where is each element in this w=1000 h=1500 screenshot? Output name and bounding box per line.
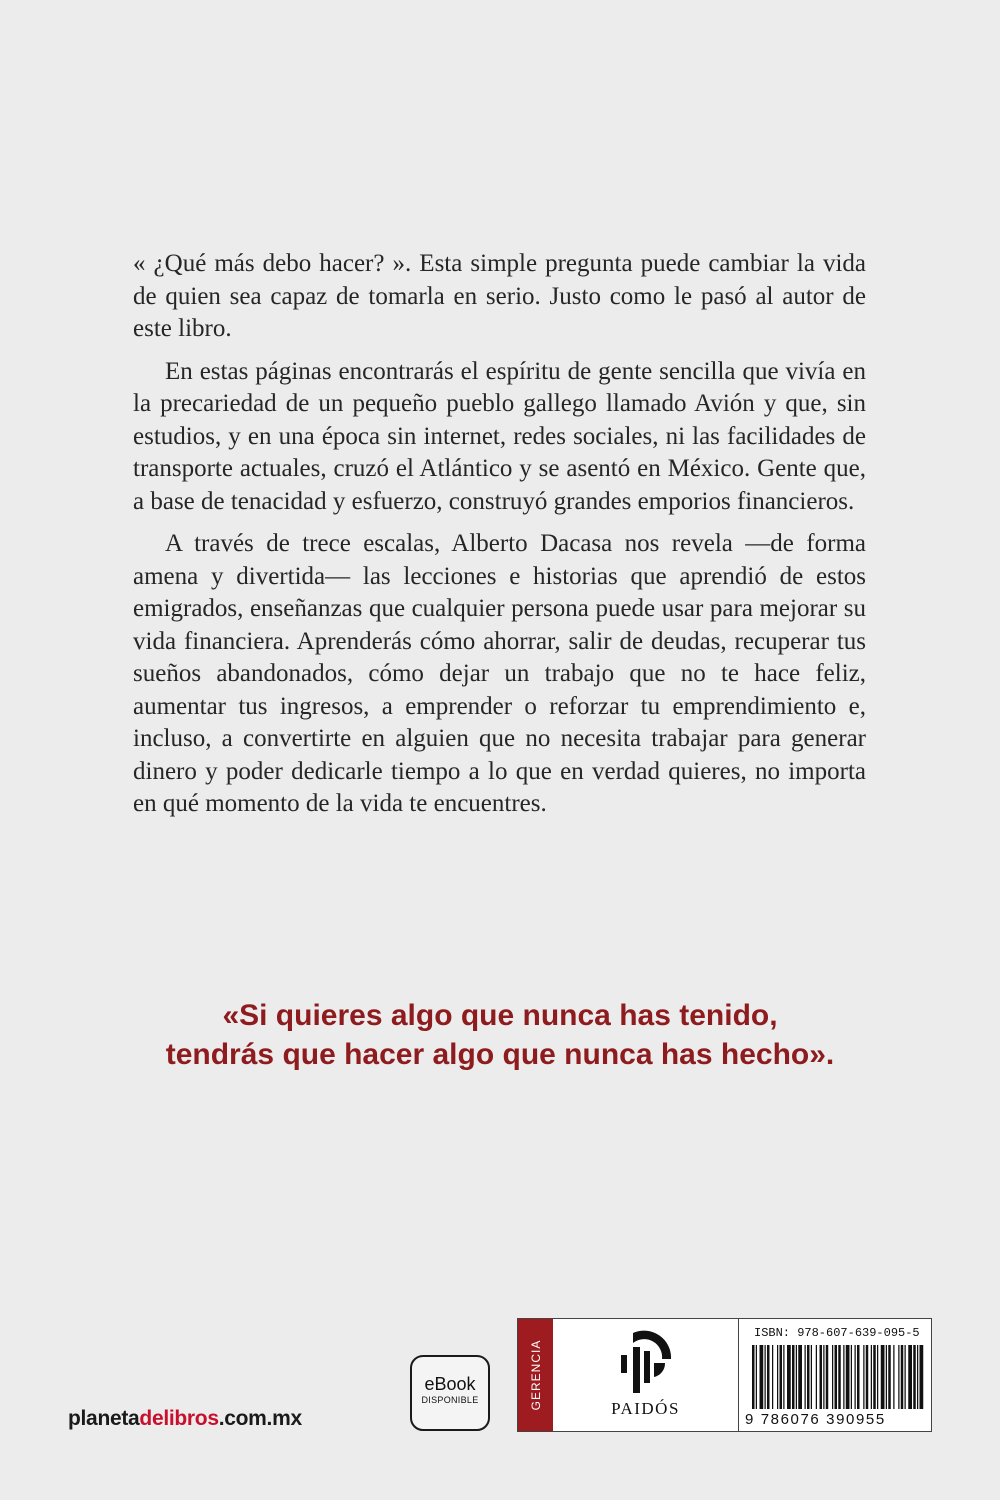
barcode-number: 9 786076 390955 [745, 1411, 886, 1428]
publisher-logo-area [553, 1319, 738, 1431]
blurb-paragraph-1: « ¿Qué más debo hacer? ». Esta simple pregunta puede cambiar la vida de quien sea capaz de tomarla en serio. Justo como le pasó al autor de este libro. [133, 250, 866, 342]
website-part-planeta: planeta [68, 1407, 140, 1430]
featured-quote [100, 996, 900, 1074]
publisher-name: PAIDÓS [611, 1399, 680, 1418]
category-label: GERENCIA [528, 1339, 543, 1411]
blurb-paragraph-3: A través de trece escalas, Alberto Dacasa nos revela —de forma amena y divertida— las lecciones e historias que aprendió de estos emigrados, enseñanzas que cualquier persona puede usar para mejorar su vida financiera. Aprenderás cómo ahorrar, salir de deudas, recuperar tus sueños abandonados, cómo dejar un trabajo que no te hace feliz, aumentar tus ingresos, a emprender o reforzar tu emprendimiento e, incluso, a convertirte en alguien que no necesita trabajar para generar dinero y poder dedicarle tiempo a lo que en verdad quieres, no importa en qué momento de la vida te encuentres. [133, 530, 866, 817]
isbn-text: ISBN: 978-607-639-095-5 [754, 1326, 920, 1340]
barcode-icon [750, 1345, 924, 1411]
publisher-website[interactable] [68, 1407, 302, 1431]
panel-divider [738, 1319, 739, 1431]
publisher-panel [517, 1318, 932, 1432]
blurb-paragraph-2: En estas páginas encontrarás el espíritu de gente sencilla que vivía en la precariedad de un pequeño pueblo gallego llamado Avión y que, sin estudios, y en una época sin internet, redes sociales, ni las facilidades de transporte actuales, cruzó el Atlántico y se asentó en México. Gente que, a base de tenacidad y esfuerzo, construyó grandes emporios financieros. [133, 357, 866, 515]
category-strip [518, 1319, 553, 1431]
quote-line-2: tendrás que hacer algo que nunca has hecho». [165, 1038, 835, 1071]
ebook-sublabel: DISPONIBLE [421, 1395, 479, 1405]
back-cover-blurb [133, 248, 866, 831]
website-part-domain: .com.mx [218, 1407, 302, 1430]
quote-line-1: «Si quieres algo que nunca has tenido, [222, 999, 778, 1032]
website-part-delibros: delibros [139, 1407, 219, 1430]
paidos-logo-icon [619, 1329, 673, 1395]
ebook-label: eBook [424, 1374, 476, 1394]
ebook-badge [410, 1355, 490, 1431]
